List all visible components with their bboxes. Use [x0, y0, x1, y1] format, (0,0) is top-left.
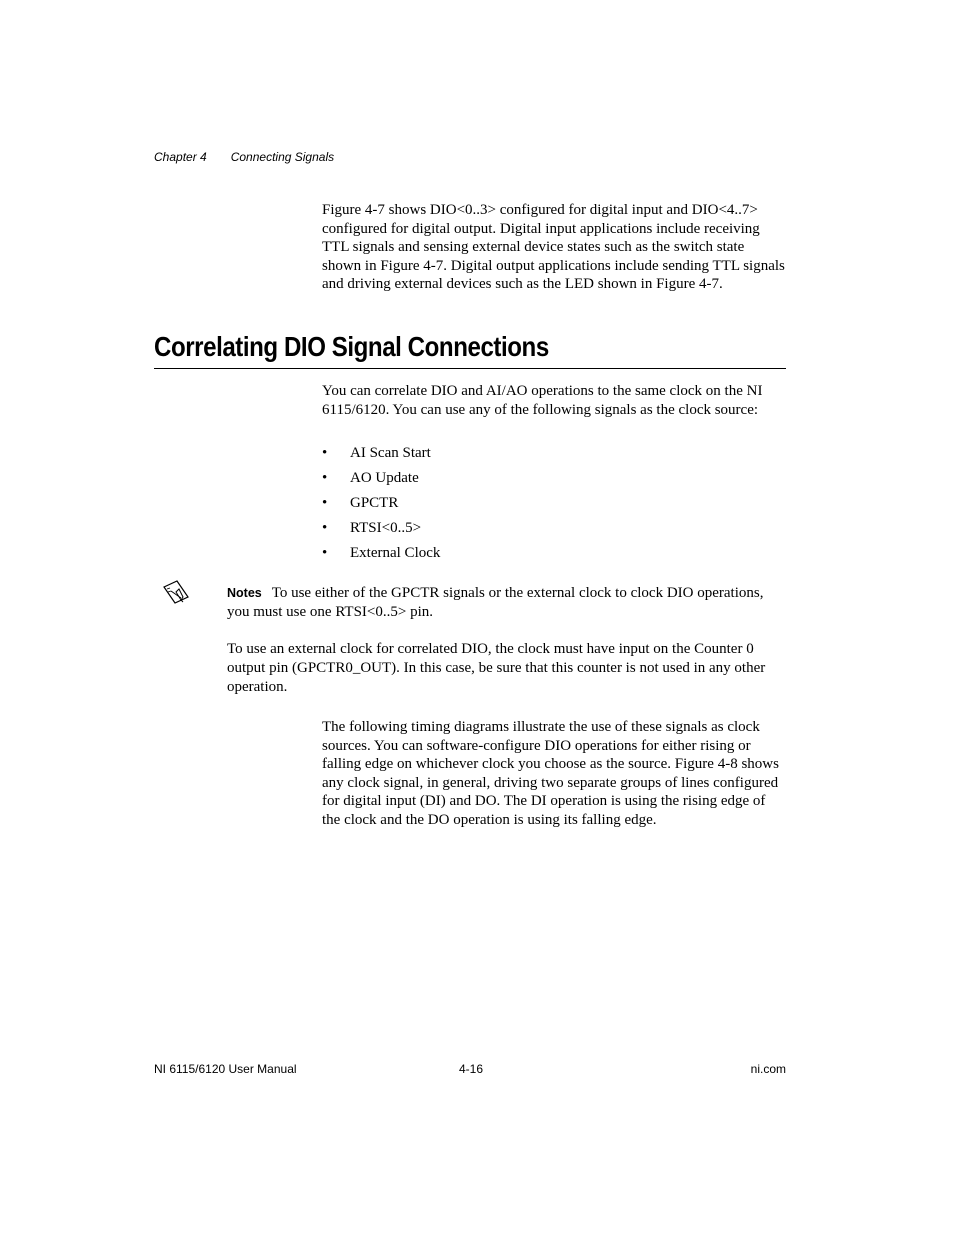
list-item	[322, 444, 440, 469]
list-item-text: AI Scan Start	[350, 445, 431, 461]
list-item-text: AO Update	[350, 470, 419, 486]
section-heading	[154, 330, 786, 369]
list-item-text: GPCTR	[350, 495, 399, 511]
list-item	[322, 469, 440, 494]
bullet-icon: •	[322, 495, 328, 511]
correlate-paragraph: You can correlate DIO and AI/AO operations to the same clock on the NI 6115/6120. You can use any of the following signals as the clock source:	[322, 383, 763, 418]
list-item	[322, 494, 440, 519]
list-item	[322, 519, 440, 544]
bullet-icon: •	[322, 445, 328, 461]
chapter-title: Connecting Signals	[230, 150, 335, 164]
note-paragraph-1	[227, 584, 787, 622]
footer-page-number: 4-16	[459, 1062, 484, 1076]
bullet-icon: •	[322, 520, 328, 536]
footer-website: ni.com	[750, 1062, 786, 1076]
note-paragraph-2: To use an external clock for correlated DIO, the clock must have input on the Counter 0 output pin (GPCTR0_OUT). In this case, be sure that this counter is not used in any other operation.	[227, 641, 766, 695]
bullet-icon: •	[322, 545, 328, 561]
chapter-number: Chapter 4	[154, 150, 207, 164]
note-label: Notes	[227, 586, 262, 600]
timing-paragraph: The following timing diagrams illustrate the use of these signals as clock sources. You can software-configure DIO operations for either rising or falling edge on whichever clock you choose as the source. Figure 4-8 shows any clock signal, in general, driving two separate groups of lines configured for digital input (DI) and DO. The DI operation is using the rising edge of the clock and the DO operation is using its falling edge.	[322, 719, 779, 828]
section-heading-text: Correlating DIO Signal Connections	[154, 331, 549, 362]
running-header	[154, 150, 334, 164]
note-text-1: To use either of the GPCTR signals or the external clock to clock DIO operations, you must use one RTSI<0..5> pin.	[227, 585, 764, 620]
note-pencil-icon	[162, 579, 190, 605]
list-item-text: External Clock	[350, 545, 441, 561]
footer-manual-title: NI 6115/6120 User Manual	[154, 1062, 297, 1076]
list-item	[322, 544, 440, 569]
intro-paragraph: Figure 4-7 shows DIO<0..3> configured for digital input and DIO<4..7> configured for digital output. Digital input applications include receiving TTL signals and sensing external device states such as the switch state shown in Figure 4-7. Digital output applications include sending TTL signals and driving external devices such as the LED shown in Figure 4-7.	[322, 202, 785, 293]
list-item-text: RTSI<0..5>	[350, 520, 422, 536]
bullet-icon: •	[322, 470, 328, 486]
clock-source-list	[322, 444, 440, 569]
